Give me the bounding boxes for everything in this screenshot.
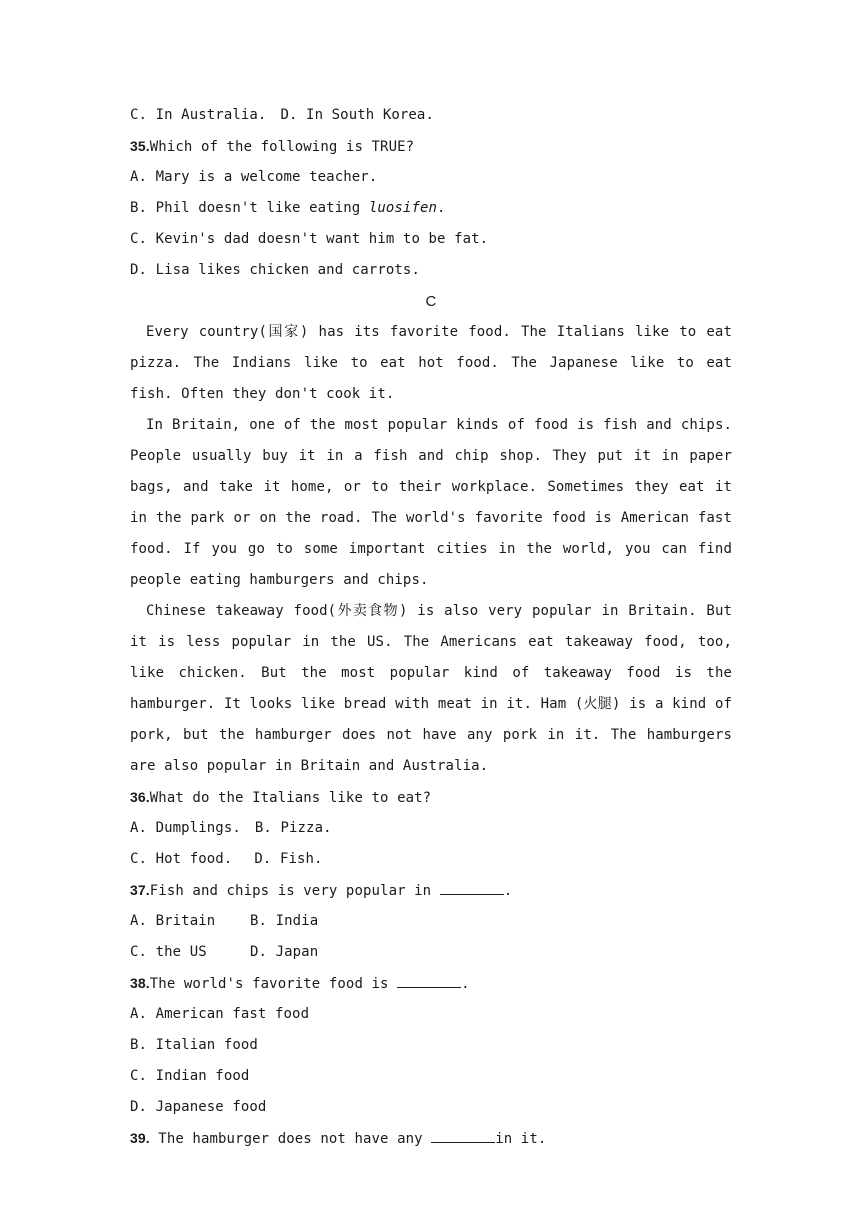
question-number: 36. xyxy=(130,789,150,805)
prev-question-options-row xyxy=(130,100,732,131)
question-text: Which of the following is TRUE? xyxy=(149,139,415,155)
option-c: C. In Australia. xyxy=(130,107,267,123)
answer-blank xyxy=(440,880,504,895)
question-text: Fish and chips is very popular in xyxy=(149,883,440,899)
section-heading: C xyxy=(425,293,437,310)
question-number: 35. xyxy=(130,138,150,154)
question-number: 37. xyxy=(130,882,150,898)
option-b: B. Pizza. xyxy=(254,820,332,836)
option-punctuation: . xyxy=(437,200,446,216)
option-text: D. Japanese food xyxy=(130,1099,267,1115)
question-38-option-b xyxy=(130,1030,732,1061)
question-text: What do the Italians like to eat? xyxy=(149,790,432,806)
option-text: A. Mary is a welcome teacher. xyxy=(130,169,378,185)
question-38-option-c xyxy=(130,1061,732,1092)
option-text: C. Kevin's dad doesn't want him to be fat. xyxy=(130,231,489,247)
question-number: 38. xyxy=(130,975,150,991)
question-39-stem xyxy=(130,1123,732,1154)
option-c: C. the US xyxy=(130,944,207,960)
question-35-option-a xyxy=(130,162,732,193)
question-38-option-d xyxy=(130,1092,732,1123)
question-36-stem xyxy=(130,782,732,813)
option-a: A. Dumplings. xyxy=(130,820,241,836)
question-37-options-row-1 xyxy=(130,906,732,937)
question-35-stem xyxy=(130,131,732,162)
question-text-tail: in it. xyxy=(495,1131,547,1147)
option-d: D. Japan xyxy=(250,944,319,960)
question-36-options-row-1 xyxy=(130,813,732,844)
passage-paragraph-3: Chinese takeaway food(外卖食物) is also very popular in Britain. But it is less popular in the US. The Americans eat takeaway food, too, like chicken. But the most popular kind of takeaway food is the hamburger. It looks like bread with meat in it. Ham (火腿) is a kind of pork, but the hamburger does not have any pork in it. The hamburgers are also popular in Britain and Australia. xyxy=(130,603,732,774)
question-punctuation: . xyxy=(461,976,470,992)
question-37-stem xyxy=(130,875,732,906)
option-d: D. In South Korea. xyxy=(280,107,434,123)
option-text: C. Indian food xyxy=(130,1068,250,1084)
question-35-option-b xyxy=(130,193,732,224)
option-italic-word: luosifen xyxy=(368,200,438,216)
question-35-option-d xyxy=(130,255,732,286)
option-b: B. India xyxy=(250,913,319,929)
worksheet-page xyxy=(130,100,732,1154)
option-a: A. Britain xyxy=(130,913,216,929)
question-text: The world's favorite food is xyxy=(149,976,398,992)
passage-paragraph-2: In Britain, one of the most popular kinds of food is fish and chips. People usually buy it in a fish and chip shop. They put it in paper bags, and take it home, or to their workplace. Sometimes they eat it in the park or on the road. The world's favorite food is American fast food. If you go to some important cities in the world, you can find people eating hamburgers and chips. xyxy=(130,417,732,588)
option-text: B. Italian food xyxy=(130,1037,258,1053)
option-d: D. Fish. xyxy=(254,851,323,867)
question-38-stem xyxy=(130,968,732,999)
question-37-options-row-2 xyxy=(130,937,732,968)
question-number: 39. xyxy=(130,1130,150,1146)
question-35-option-c xyxy=(130,224,732,255)
answer-blank xyxy=(431,1128,495,1143)
question-36-options-row-2 xyxy=(130,844,732,875)
question-text: The hamburger does not have any xyxy=(149,1131,432,1147)
question-38-option-a xyxy=(130,999,732,1030)
question-punctuation: . xyxy=(503,883,513,899)
answer-blank xyxy=(397,973,461,988)
option-text: A. American fast food xyxy=(130,1006,310,1022)
option-c: C. Hot food. xyxy=(130,851,233,867)
option-text: B. Phil doesn't like eating xyxy=(130,200,369,216)
option-text: D. Lisa likes chicken and carrots. xyxy=(130,262,420,278)
passage-paragraph-1: Every country(国家) has its favorite food. The Italians like to eat pizza. The Indians like to eat hot food. The Japanese like to eat fish. Often they don't cook it. xyxy=(130,324,732,402)
